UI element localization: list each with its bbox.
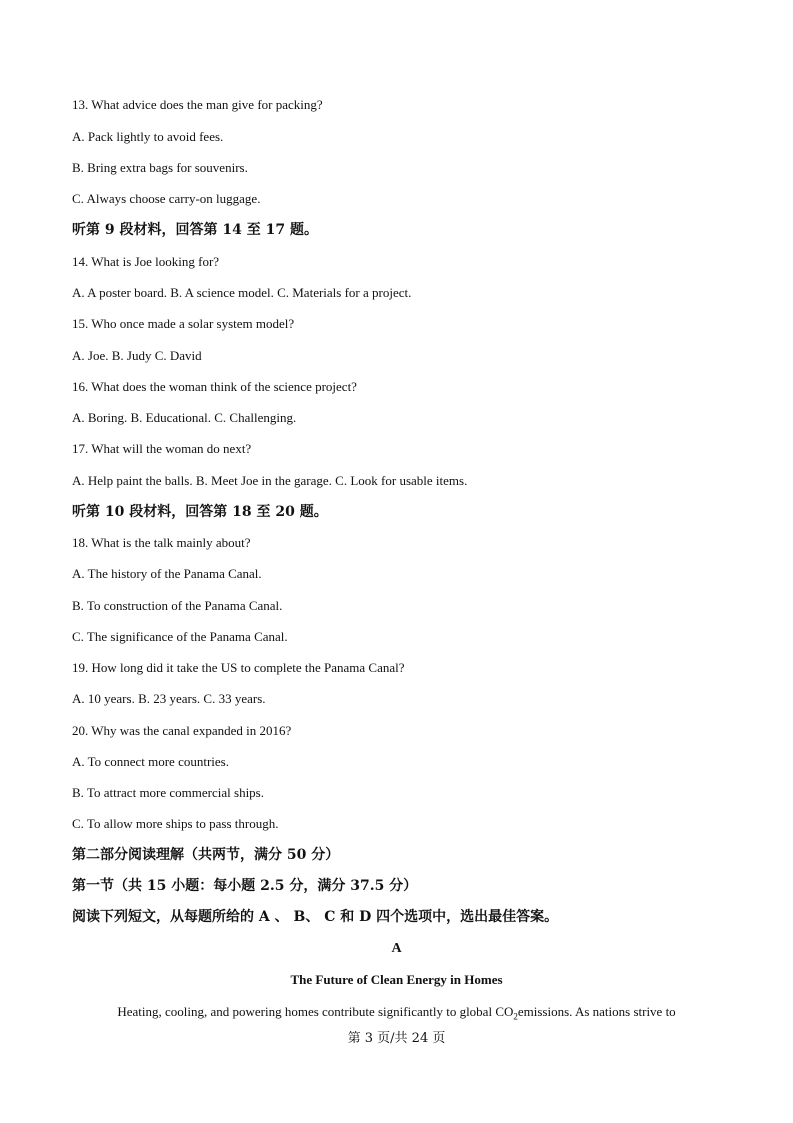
options-17: A. Help paint the balls. B. Meet Joe in the garage. C. Look for usable items. xyxy=(72,473,468,488)
passage-text-part1: Heating, cooling, and powering homes contribute significantly to global CO xyxy=(117,1004,514,1019)
option-13c: C. Always choose carry-on luggage. xyxy=(72,191,261,206)
question-13: 13. What advice does the man give for packing? xyxy=(72,97,323,112)
option-18c: C. The significance of the Panama Canal. xyxy=(72,629,288,644)
option-18b: B. To construction of the Panama Canal. xyxy=(72,598,283,613)
section-instruction-9: 听第 9 段材料，回答第 14 至 17 题。 xyxy=(72,222,318,238)
options-19: A. 10 years. B. 23 years. C. 33 years. xyxy=(72,691,266,706)
option-13a: A. Pack lightly to avoid fees. xyxy=(72,129,224,144)
section-one-heading: 第一节（共 15 小题：每小题 2.5 分，满分 37.5 分） xyxy=(72,878,418,894)
question-20: 20. Why was the canal expanded in 2016? xyxy=(72,723,292,738)
options-15: A. Joe. B. Judy C. David xyxy=(72,348,202,363)
question-14: 14. What is Joe looking for? xyxy=(72,254,220,269)
option-13b: B. Bring extra bags for souvenirs. xyxy=(72,160,248,175)
passage-first-line xyxy=(0,1004,793,1025)
section-instruction-10: 听第 10 段材料，回答第 18 至 20 题。 xyxy=(72,504,328,520)
options-16: A. Boring. B. Educational. C. Challenging. xyxy=(72,410,297,425)
question-17: 17. What will the woman do next? xyxy=(72,441,252,456)
page-number-footer: 第 3 页/共 24 页 xyxy=(347,1031,446,1046)
co2-subscript: 2 xyxy=(513,1011,518,1022)
passage-title: The Future of Clean Energy in Homes xyxy=(290,972,503,987)
option-20c: C. To allow more ships to pass through. xyxy=(72,816,279,831)
question-18: 18. What is the talk mainly about? xyxy=(72,535,251,550)
option-18a: A. The history of the Panama Canal. xyxy=(72,566,262,581)
options-14: A. A poster board. B. A science model. C. Materials for a project. xyxy=(72,285,412,300)
option-20a: A. To connect more countries. xyxy=(72,754,229,769)
reading-instruction: 阅读下列短文，从每题所给的 A 、 B、 C 和 D 四个选项中，选出最佳答案。 xyxy=(72,909,559,925)
option-20b: B. To attract more commercial ships. xyxy=(72,785,264,800)
passage-text-part2: emissions. As nations strive to xyxy=(517,1004,676,1019)
question-16: 16. What does the woman think of the science project? xyxy=(72,379,357,394)
question-19: 19. How long did it take the US to complete the Panama Canal? xyxy=(72,660,405,675)
question-15: 15. Who once made a solar system model? xyxy=(72,316,295,331)
part-two-heading: 第二部分阅读理解（共两节，满分 50 分） xyxy=(72,847,340,863)
passage-label: A xyxy=(391,941,402,956)
